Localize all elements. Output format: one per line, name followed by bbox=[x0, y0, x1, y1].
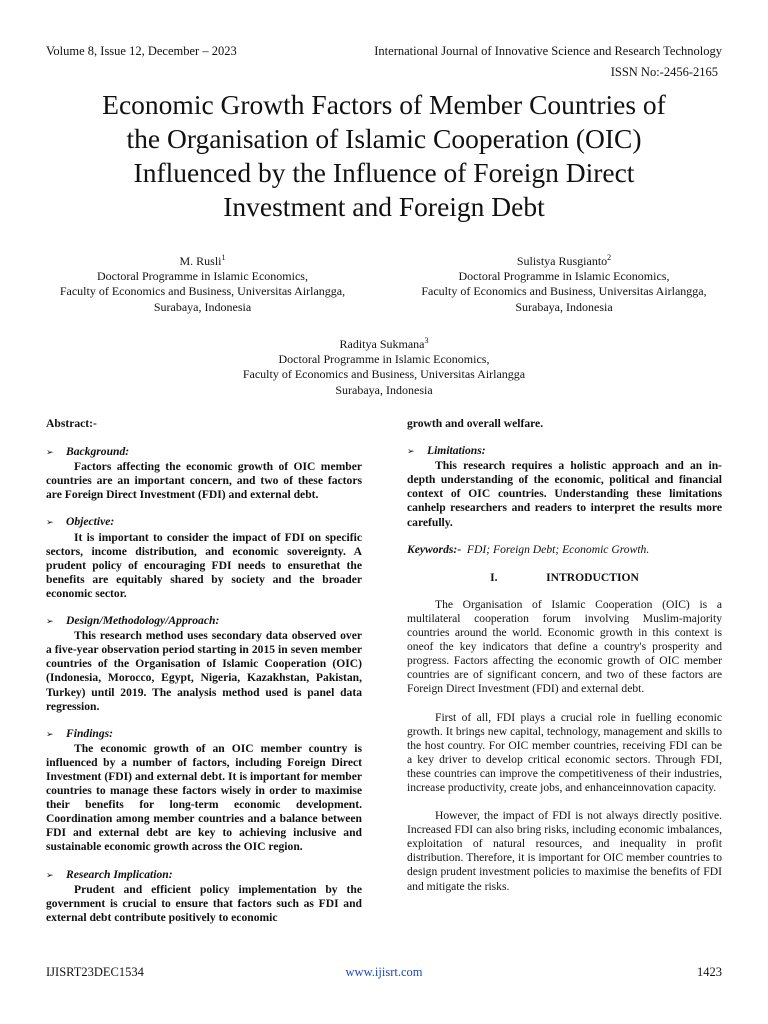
section-heading-text: Design/Methodology/Approach: bbox=[66, 614, 220, 628]
section-text: It is important to consider the impact of FDI on specific sectors, income distribution, and economic sovereignty. A prudent policy of encouraging FDI needs to ensurethat the benefits are equitably shared by society and the broader economic sector. bbox=[46, 530, 362, 600]
author-name bbox=[184, 333, 584, 352]
section-heading-text: Background: bbox=[66, 445, 130, 459]
section-text: Factors affecting the economic growth of OIC member countries are an important concern, and two of these factors are Foreign Direct Investment (FDI) and external debt. bbox=[46, 460, 362, 502]
abstract-limitations bbox=[407, 444, 722, 530]
body-paragraph: The Organisation of Islamic Cooperation (OIC) is a multilateral cooperation forum involving Muslim-majority countries around the world. Economic growth in this context is oneof the key indicators that define a country's prosperity and progress. Factors affecting the economic growth of OIC member countries are of significant concern, and two of these factors are Foreign Direct Investment (FDI) and external debt. bbox=[407, 597, 722, 696]
section-heading bbox=[407, 444, 722, 459]
author-name-text: Sulistya Rusgianto bbox=[516, 254, 608, 268]
abstract-objective bbox=[46, 515, 362, 601]
section-text: This research requires a holistic approach and an in-depth understanding of the economic, political and financial context of OIC countries. Understanding these limitations canhelp researchers and readers to interpret the results more carefully. bbox=[407, 459, 722, 529]
arrow-bullet-icon: ➢ bbox=[46, 729, 54, 740]
arrow-bullet-icon: ➢ bbox=[407, 447, 415, 458]
body-paragraph: First of all, FDI plays a crucial role in fuelling economic growth. It brings new capital, technology, management and skills to the host country. For OIC member countries, receiving FDI can be a key driver to develop critical economic sectors. Through FDI, these countries can improve the competitiveness of their industries, increase productivity, create jobs, and enhanceinnovation capacity. bbox=[407, 710, 722, 794]
title-line: Investment and Foreign Debt bbox=[223, 191, 545, 222]
abstract-label: Abstract:- bbox=[46, 417, 97, 430]
footer-website-link[interactable]: www.ijisrt.com bbox=[345, 965, 423, 979]
right-column bbox=[407, 417, 722, 908]
section-heading-text: Limitations: bbox=[427, 444, 486, 458]
author-block-3 bbox=[184, 333, 584, 398]
title-line: Influenced by the Influence of Foreign Direct bbox=[133, 157, 635, 188]
arrow-bullet-icon: ➢ bbox=[46, 518, 54, 529]
keywords bbox=[407, 543, 722, 557]
section-title: INTRODUCTION bbox=[546, 570, 639, 584]
author-affiliation: Faculty of Economics and Business, Universitas Airlangga bbox=[242, 367, 526, 382]
keywords-label: Keywords:- bbox=[407, 542, 462, 556]
author-affiliation-mark: 2 bbox=[607, 253, 612, 262]
keywords-text: FDI; Foreign Debt; Economic Growth. bbox=[466, 542, 650, 556]
author-affiliation: Surabaya, Indonesia bbox=[515, 299, 613, 314]
author-affiliation: Faculty of Economics and Business, Universitas Airlangga, bbox=[59, 284, 346, 299]
author-affiliation: Surabaya, Indonesia bbox=[153, 299, 252, 314]
section-heading bbox=[46, 868, 362, 883]
left-column bbox=[46, 417, 362, 938]
section-heading bbox=[46, 727, 362, 742]
section-heading-text: Research Implication: bbox=[66, 867, 173, 881]
footer-paper-id: IJISRT23DEC1534 bbox=[46, 965, 144, 979]
abstract-implication bbox=[46, 868, 362, 925]
journal-volume: Volume 8, Issue 12, December – 2023 bbox=[46, 44, 237, 58]
author-name-text: Raditya Sukmana bbox=[339, 337, 425, 351]
abstract-background bbox=[46, 445, 362, 502]
arrow-bullet-icon: ➢ bbox=[46, 870, 54, 881]
author-block-1 bbox=[30, 250, 375, 315]
footer-page-number: 1423 bbox=[697, 965, 722, 979]
author-affiliation: Doctoral Programme in Islamic Economics, bbox=[97, 269, 308, 284]
author-block-2 bbox=[398, 250, 730, 315]
author-affiliation-mark: 1 bbox=[221, 253, 226, 262]
author-affiliation: Doctoral Programme in Islamic Economics, bbox=[458, 269, 670, 284]
author-affiliation-mark: 3 bbox=[424, 336, 429, 345]
section-text: The economic growth of an OIC member country is influenced by a number of factors, including Foreign Direct Investment (FDI) and external debt. It is important for member countries to manage these factors wisely in order to maximise their benefits for long-term economic development. Coordination among member countries and a balance between FDI and external debt are key to achieving inclusive and sustainable economic growth across the OIC region. bbox=[46, 741, 362, 854]
author-name bbox=[30, 250, 375, 269]
journal-name: International Journal of Innovative Science and Research Technology bbox=[374, 44, 722, 58]
section-number: I. bbox=[490, 570, 498, 584]
section-heading-text: Findings: bbox=[66, 726, 114, 740]
abstract-findings bbox=[46, 727, 362, 855]
section-heading bbox=[46, 614, 362, 629]
author-affiliation: Doctoral Programme in Islamic Economics, bbox=[278, 352, 490, 367]
author-name bbox=[398, 250, 730, 269]
author-affiliation: Surabaya, Indonesia bbox=[335, 382, 433, 397]
arrow-bullet-icon: ➢ bbox=[46, 448, 54, 459]
arrow-bullet-icon: ➢ bbox=[46, 617, 54, 628]
title-line: the Organisation of Islamic Cooperation (OIC) bbox=[126, 123, 642, 154]
body-paragraph: However, the impact of FDI is not always directly positive. Increased FDI can also bring risks, including economic imbalances, exploitation of natural resources, and inequality in profit distribution. Therefore, it is important for OIC member countries to design prudent investment policies to maximise the benefits of FDI and mitigate the risks. bbox=[407, 809, 722, 893]
section-heading bbox=[46, 445, 362, 460]
journal-issn: ISSN No:-2456-2165 bbox=[610, 65, 718, 79]
paper-title bbox=[30, 88, 738, 224]
section-heading bbox=[46, 515, 362, 530]
title-line: Economic Growth Factors of Member Countries of bbox=[102, 89, 666, 120]
section-text: This research method uses secondary data observed over a five-year observation period starting in 2015 in seven member countries of the Organisation of Islamic Cooperation (OIC) (Indonesia, Morocco, Egypt, Nigeria, Kazakhstan, Pakistan, Turkey) until 2019. The analysis method used is panel data regression. bbox=[46, 629, 362, 713]
author-affiliation: Faculty of Economics and Business, Universitas Airlangga, bbox=[421, 284, 707, 299]
abstract-method bbox=[46, 614, 362, 714]
section-heading-introduction bbox=[407, 571, 722, 585]
abstract-implication-continued: growth and overall welfare. bbox=[407, 417, 544, 430]
section-heading-text: Objective: bbox=[66, 515, 115, 529]
author-name-text: M. Rusli bbox=[179, 254, 222, 268]
section-text: Prudent and efficient policy implementation by the government is crucial to ensure that factors such as FDI and external debt contribute positively to economic bbox=[46, 882, 362, 924]
